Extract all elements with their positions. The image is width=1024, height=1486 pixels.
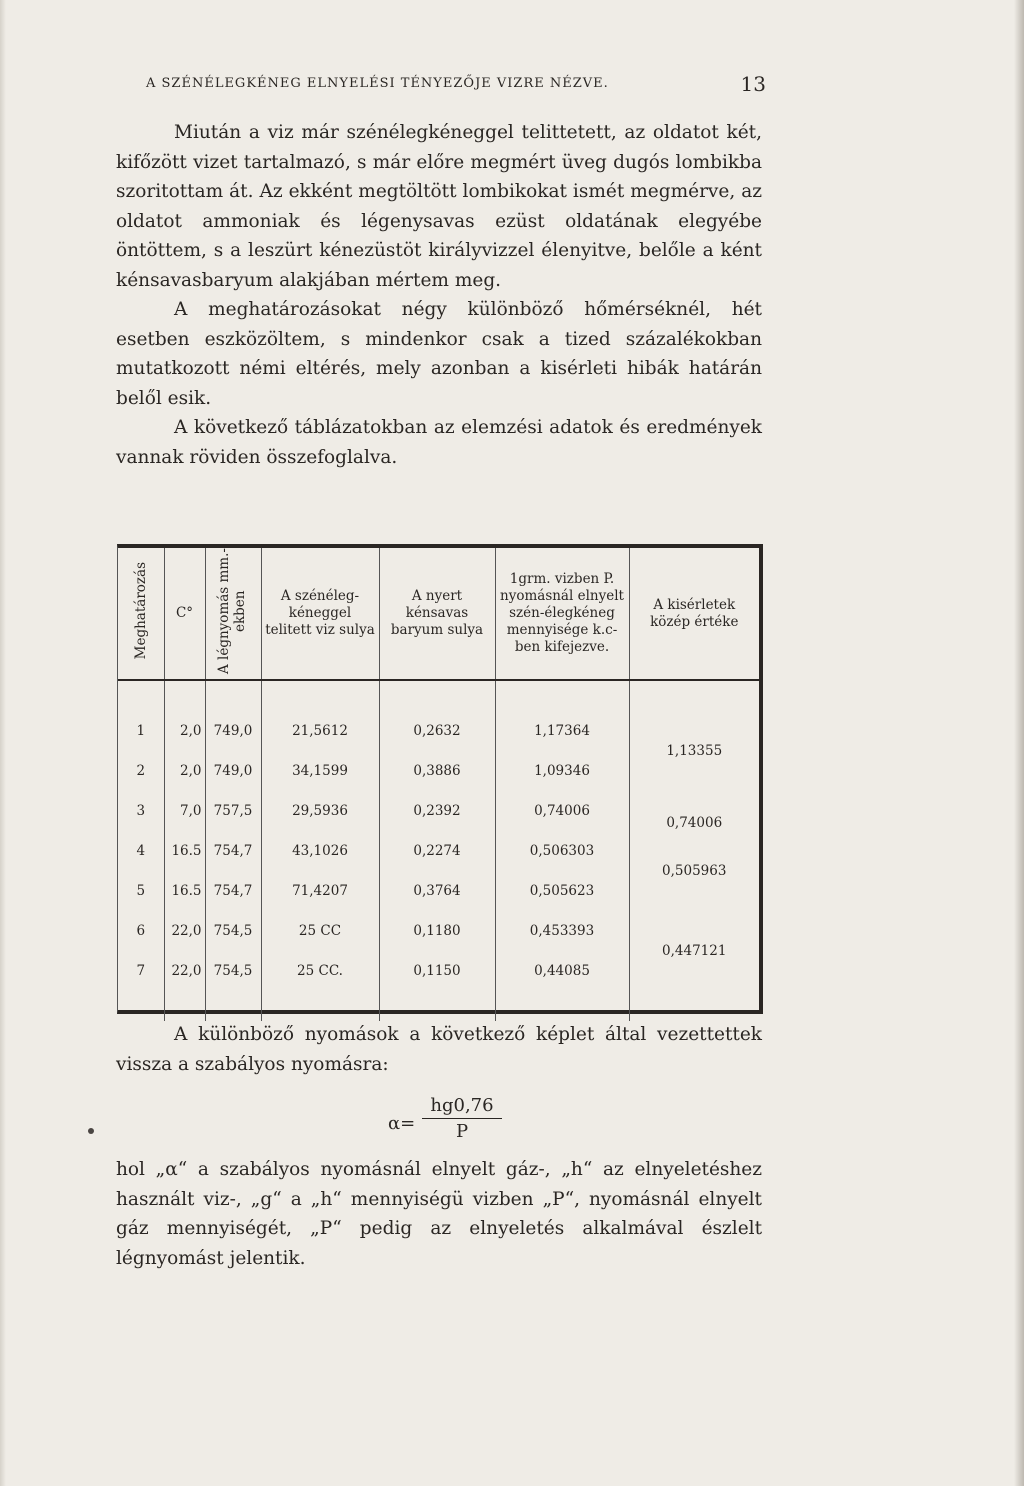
cell-barium-weight: 0,2632 bbox=[379, 711, 495, 751]
formula-denominator: P bbox=[455, 1121, 469, 1142]
paragraph: Miután a viz már szénélegkéneggel telittetett, az oldatot két, kifőzött vizet tartalmazó, s már előre megmért üveg dugós lombikba szoritottam át. Az ekként megtöltött lombikokat ismét megmérve, az oldatot ammoniak és légenysavas ezüst oldatának elegyébe öntöttem, s a leszürt kénezüstöt királyvizzel élenyitve, belőle a ként kénsavasbaryum alakjában mértem meg. bbox=[116, 122, 762, 291]
paragraph: hol „α“ a szabályos nyomásnál elnyelt gáz-, „h“ az elnyeletéshez használt viz-, „g“ a „h“ mennyiségü vizben „P“, nyomásnál elnyelt gáz mennyiségét, „P“ pedig az elnyeletés alkalmával észlelt légnyomást jelentik. bbox=[116, 1159, 762, 1269]
cell-pressure: 749,0 bbox=[205, 751, 261, 791]
cell-absorbed: 0,453393 bbox=[495, 911, 629, 951]
header-text: A légnyomás mm.-ekben bbox=[216, 548, 248, 674]
cell-number: 5 bbox=[118, 871, 164, 911]
cell-pressure: 754,7 bbox=[205, 831, 261, 871]
header-text: C° bbox=[175, 605, 194, 621]
cell-absorbed: 0,506303 bbox=[495, 831, 629, 871]
table-row bbox=[118, 911, 759, 951]
cell-average: 0,447121 bbox=[662, 943, 727, 959]
header-text: A nyert kénsavas baryum sulya bbox=[390, 588, 484, 638]
page-number: 13 bbox=[740, 72, 766, 96]
cell-barium-weight: 0,2274 bbox=[379, 831, 495, 871]
cell-pressure: 754,5 bbox=[205, 951, 261, 991]
formula-fraction bbox=[422, 1095, 502, 1142]
header-cell bbox=[629, 548, 759, 680]
cell-number: 2 bbox=[118, 751, 164, 791]
cell-water-weight: 34,1599 bbox=[261, 751, 379, 791]
explanation-text bbox=[116, 1155, 762, 1273]
results-table bbox=[117, 544, 763, 1014]
paragraph: A következő táblázatokban az elemzési adatok és eredmények vannak röviden összefoglalva. bbox=[116, 417, 762, 468]
cell-pressure: 754,7 bbox=[205, 871, 261, 911]
cell-water-weight: 71,4207 bbox=[261, 871, 379, 911]
cell-number: 1 bbox=[118, 711, 164, 751]
cell-temperature: 2,0 bbox=[164, 751, 205, 791]
cell-barium-weight: 0,2392 bbox=[379, 791, 495, 831]
header-cell bbox=[379, 548, 495, 680]
cell-absorbed: 1,17364 bbox=[495, 711, 629, 751]
header-cell bbox=[164, 548, 205, 680]
cell-number: 6 bbox=[118, 911, 164, 951]
ink-dot bbox=[88, 1128, 94, 1134]
header-cell bbox=[261, 548, 379, 680]
formula-lhs: α= bbox=[388, 1113, 416, 1134]
paragraph: A különböző nyomások a következő képlet által vezettettek vissza a szabályos nyomásra: bbox=[116, 1024, 762, 1075]
table-row bbox=[118, 711, 759, 751]
cell-water-weight: 25 CC. bbox=[261, 951, 379, 991]
running-header bbox=[146, 72, 766, 96]
formula-intro bbox=[116, 1020, 762, 1079]
page-edge-left bbox=[0, 0, 6, 1486]
formula-numerator: hg0,76 bbox=[422, 1095, 502, 1119]
cell-barium-weight: 0,3886 bbox=[379, 751, 495, 791]
header-cell bbox=[205, 548, 261, 680]
cell-average: 0,505963 bbox=[662, 863, 727, 879]
header-title: A SZÉNÉLEGKÉNEG ELNYELÉSI TÉNYEZŐJE VIZRE NÉZVE. bbox=[146, 76, 609, 91]
table-row bbox=[118, 791, 759, 831]
intro-text bbox=[116, 118, 762, 472]
header-text: A kisérletek közép értéke bbox=[650, 596, 739, 630]
cell-average: 0,74006 bbox=[666, 815, 723, 831]
cell-absorbed: 0,74006 bbox=[495, 791, 629, 831]
table-row bbox=[118, 680, 759, 711]
cell-absorbed: 0,505623 bbox=[495, 871, 629, 911]
paragraph: A meghatározásokat négy különböző hőmérséknél, hét esetben eszközöltem, s mindenkor csak a tized százalékokban mutatkozott némi eltérés, mely azonban a kisérleti hibák határán belől esik. bbox=[116, 299, 762, 409]
cell-barium-weight: 0,1150 bbox=[379, 951, 495, 991]
cell-temperature: 16.5 bbox=[164, 871, 205, 911]
page-edge-right bbox=[1014, 0, 1024, 1486]
header-text: 1grm. vizben P. nyomásnál elnyelt szén-élegkéneg mennyisége k.c-ben kifejezve. bbox=[500, 571, 624, 655]
cell-temperature: 2,0 bbox=[164, 711, 205, 751]
cell-average: 1,13355 bbox=[666, 743, 723, 759]
header-text: Meghatározás bbox=[132, 562, 149, 660]
cell-temperature: 22,0 bbox=[164, 911, 205, 951]
table-row bbox=[118, 831, 759, 871]
cell-water-weight: 43,1026 bbox=[261, 831, 379, 871]
cell-pressure: 749,0 bbox=[205, 711, 261, 751]
table-row bbox=[118, 991, 759, 1021]
header-cell bbox=[495, 548, 629, 680]
cell-water-weight: 29,5936 bbox=[261, 791, 379, 831]
cell-barium-weight: 0,3764 bbox=[379, 871, 495, 911]
cell-water-weight: 21,5612 bbox=[261, 711, 379, 751]
header-cell bbox=[118, 548, 164, 680]
cell-temperature: 7,0 bbox=[164, 791, 205, 831]
cell-water-weight: 25 CC bbox=[261, 911, 379, 951]
cell-number: 3 bbox=[118, 791, 164, 831]
cell-temperature: 22,0 bbox=[164, 951, 205, 991]
cell-number: 7 bbox=[118, 951, 164, 991]
cell-barium-weight: 0,1180 bbox=[379, 911, 495, 951]
header-text: A szénéleg-kéneggel telitett viz sulya bbox=[265, 588, 375, 638]
cell-pressure: 754,5 bbox=[205, 911, 261, 951]
cell-absorbed: 0,44085 bbox=[495, 951, 629, 991]
cell-number: 4 bbox=[118, 831, 164, 871]
cell-absorbed: 1,09346 bbox=[495, 751, 629, 791]
cell-pressure: 757,5 bbox=[205, 791, 261, 831]
cell-temperature: 16.5 bbox=[164, 831, 205, 871]
